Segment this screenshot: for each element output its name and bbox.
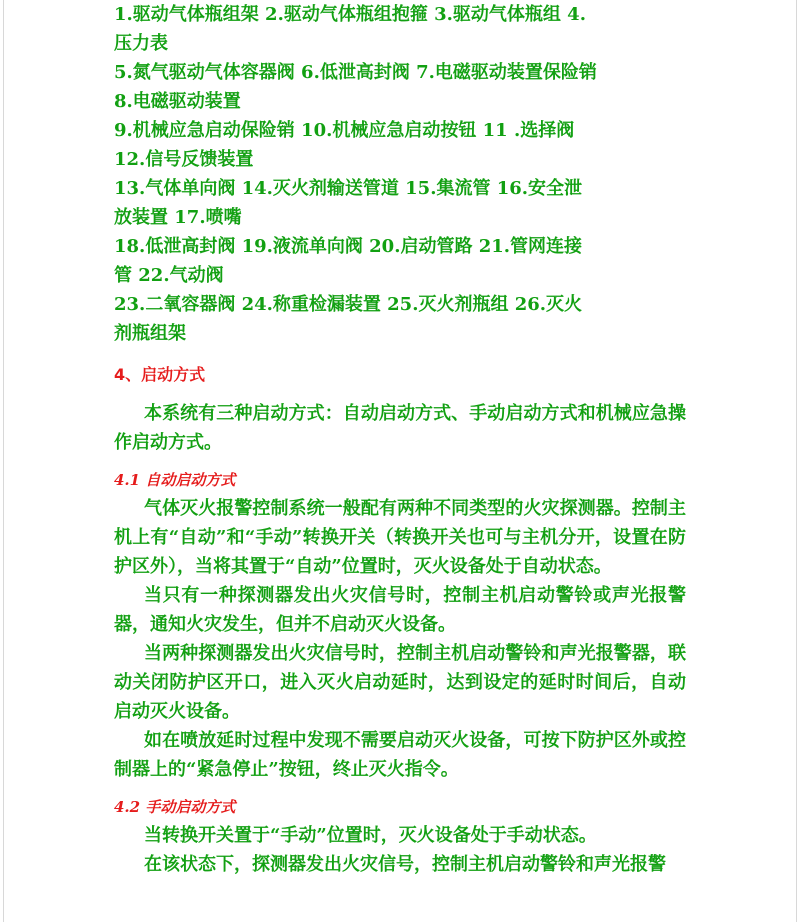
section-4-2-paragraph: 当转换开关置于“手动”位置时，灭火设备处于手动状态。	[144, 825, 597, 846]
page-right-edge	[796, 0, 797, 922]
document-content	[114, 0, 686, 879]
list-line: 1.驱动气体瓶组架 2.驱动气体瓶组抱箍 3.驱动气体瓶组 4.	[114, 4, 586, 25]
list-line: 压力表	[114, 33, 168, 54]
component-list	[114, 0, 686, 348]
list-line: 12.信号反馈装置	[114, 149, 254, 170]
page-left-edge	[3, 0, 4, 922]
list-line: 剂瓶组架	[114, 323, 186, 344]
list-line: 8.电磁驱动装置	[114, 91, 241, 112]
section-4-1-paragraph: 气体灭火报警控制系统一般配有两种不同类型的火灾探测器。控制主机上有“自动”和“手动”转换开关（转换开关也可与主机分开，设置在防护区外），当将其置于“自动”位置时，灭火设备处于自动状态。	[114, 498, 686, 577]
list-line: 9.机械应急启动保险销 10.机械应急启动按钮 11 .选择阀	[114, 120, 575, 141]
list-line: 18.低泄高封阀 19.液流单向阀 20.启动管路 21.管网连接	[114, 236, 583, 257]
section-4-heading: 4、启动方式	[114, 365, 206, 384]
section-4-1-paragraph: 当两种探测器发出火灾信号时，控制主机启动警铃和声光报警器，联动关闭防护区开口，进入灭火启动延时，达到设定的延时时间后，自动启动灭火设备。	[114, 643, 686, 722]
section-4-1-paragraph: 如在喷放延时过程中发现不需要启动灭火设备，可按下防护区外或控制器上的“紧急停止”按钮，终止灭火指令。	[114, 730, 686, 780]
section-4-1-heading: 4.1 自动启动方式	[114, 471, 236, 489]
list-line: 13.气体单向阀 14.灭火剂输送管道 15.集流管 16.安全泄	[114, 178, 583, 199]
list-line: 23.二氧容器阀 24.称重检漏装置 25.灭火剂瓶组 26.灭火	[114, 294, 583, 315]
section-4-1-paragraph: 当只有一种探测器发出火灾信号时，控制主机启动警铃或声光报警器，通知火灾发生，但并不启动灭火设备。	[114, 585, 686, 635]
section-4-2-paragraph: 在该状态下，探测器发出火灾信号，控制主机启动警铃和声光报警	[144, 854, 666, 875]
list-line: 管 22.气动阀	[114, 265, 224, 286]
list-line: 放装置 17.喷嘴	[114, 207, 242, 228]
section-4-2-heading: 4.2 手动启动方式	[114, 798, 236, 816]
section-4-intro: 本系统有三种启动方式：自动启动方式、手动启动方式和机械应急操作启动方式。	[114, 403, 686, 453]
list-line: 5.氮气驱动气体容器阀 6.低泄高封阀 7.电磁驱动装置保险销	[114, 62, 597, 83]
